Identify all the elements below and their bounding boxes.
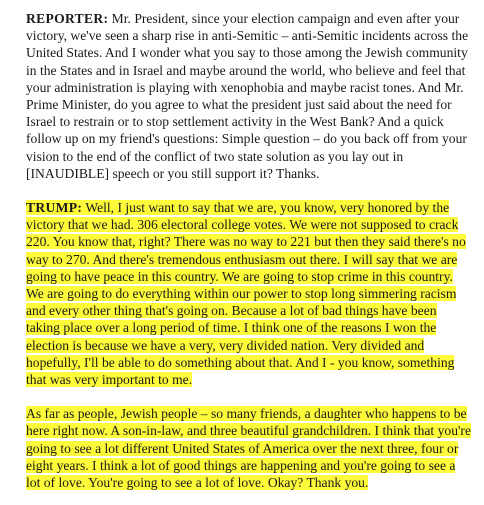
trump-answer-continued-paragraph (26, 405, 472, 491)
trump-answer-text: Well, I just want to say that we are, you know, very honored by the victory that we had. 306 electoral college votes. We were not supposed to crack 220. You know that, right? There was no way to 221 but then they said there's no way to 270. And there's tremendous enthusiasm out there. I will say that we are going to have peace in this country. We are going to stop crime in this country. We are going to do everything within our power to stop long simmering racism and every other thing that's going on. Because a lot of bad things have been taking place over a long period of time. I think one of the reasons I won the election is because we have a very, very divided nation. Very divided and hopefully, I'll be able to do something about that. And I - you know, something that was very important to me. (26, 200, 466, 388)
trump-answer-paragraph (26, 199, 472, 388)
transcript-page (26, 10, 472, 491)
speaker-label-reporter: REPORTER: (26, 11, 109, 26)
reporter-paragraph (26, 10, 472, 182)
highlighted-answer (26, 200, 466, 387)
trump-answer-continued-text: As far as people, Jewish people – so many friends, a daughter who happens to be here right now. A son-in-law, and three beautiful grandchildren. I think that you're going to see a lot different United States of America over the next three, four or eight years. I think a lot of good things are happening and you're going to see a lot of love. You're going to see a lot of love. Okay? Thank you. (26, 406, 471, 491)
speaker-label-trump: TRUMP: (26, 200, 83, 216)
reporter-question-text: Mr. President, since your election campaign and even after your victory, we've seen a sharp rise in anti-Semitic – anti-Semitic incidents across the United States. And I wonder what you say to those among the Jewish community in the States and in Israel and maybe around the world, who believe and feel that your administration is playing with xenophobia and maybe racist tones. And Mr. Prime Minister, do you agree to what the president just said about the need for Israel to restrain or to stop settlement activity in the West Bank? And a quick follow up on my friend's questions: Simple question – do you back off from your vision to the end of the conflict of two state solution as you lay out in [INAUDIBLE] speech or you still support it? Thanks. (26, 11, 469, 181)
